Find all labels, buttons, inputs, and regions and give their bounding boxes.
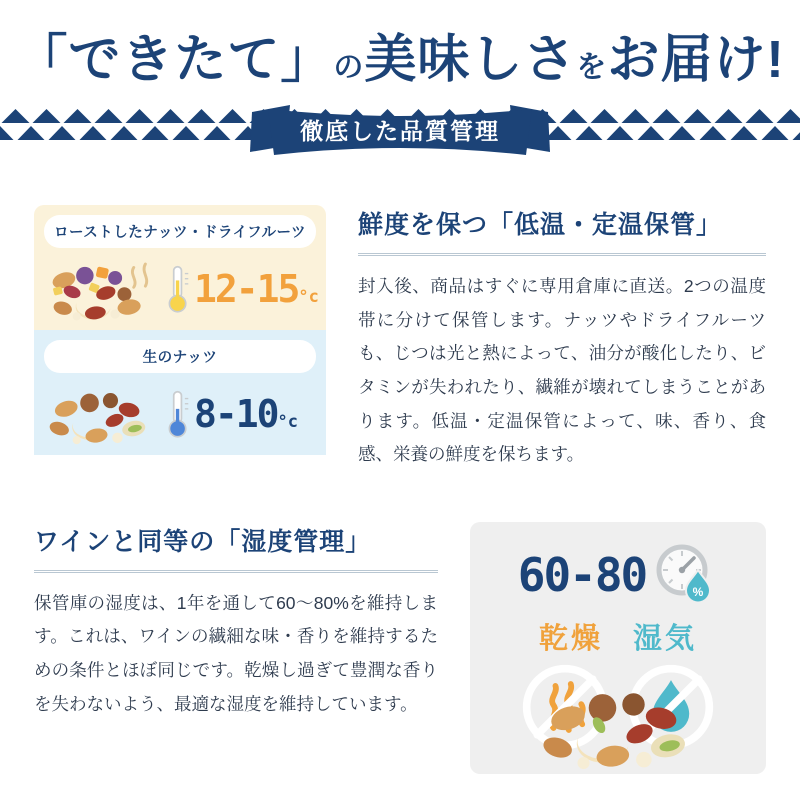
gauge-percent-symbol: % <box>692 584 704 599</box>
storage-text-column <box>358 205 766 472</box>
triangle-band <box>0 107 800 145</box>
title-main-part: 美味しさ <box>364 31 577 89</box>
roasted-temp-value: 12-15 <box>194 267 299 312</box>
ribbon-label: 徹底した品質管理 <box>300 118 500 145</box>
humidity-range-value: 60-80 <box>517 547 647 602</box>
raw-temp-display <box>194 392 298 436</box>
title-bracket-part: 「できたて」 <box>15 31 334 89</box>
quality-ribbon <box>250 100 550 160</box>
thermometer-icon <box>166 386 190 442</box>
card-raw <box>34 330 326 455</box>
card-raw-label: 生のナッツ <box>44 340 316 373</box>
dry-label: 乾燥 <box>538 622 603 655</box>
page-title <box>0 32 800 89</box>
header <box>0 0 800 89</box>
roasted-temp-unit: °c <box>298 287 319 308</box>
storage-body: 封入後、商品はすぐに専用倉庫に直送。2つの温度帯に分けて保管します。ナッツやドライフルーツも、じつは光と熱によって、油分が酸化したり、ビタミンが失われたり、繊維が壊れてしまうことがあります。低温・定温保管によって、味、香り、食感、栄養の鮮度を保ちます。 <box>358 276 766 465</box>
card-roasted <box>34 205 326 330</box>
humidity-card <box>470 522 766 774</box>
raw-temp-unit: °c <box>277 412 298 433</box>
temperature-cards <box>34 205 326 472</box>
storage-heading: 鮮度を保つ「低温・定温保管」 <box>358 205 766 256</box>
humid-label: 湿気 <box>633 622 698 655</box>
raw-temp-value: 8-10 <box>194 392 278 437</box>
roasted-temp-display <box>194 267 319 311</box>
humidity-nuts-illustration <box>523 670 713 774</box>
title-end-part: お届け! <box>607 31 785 89</box>
roasted-nuts-illustration <box>36 250 164 328</box>
title-particle-no: の <box>333 51 365 84</box>
humidity-text-column <box>34 522 438 774</box>
humidity-range-row <box>470 542 766 608</box>
storage-section <box>34 205 766 472</box>
gauge-icon <box>652 542 718 608</box>
title-particle-wo: を <box>576 51 608 84</box>
thermometer-icon <box>166 261 190 317</box>
humidity-heading: ワインと同等の「湿度管理」 <box>34 522 438 573</box>
card-roasted-label: ローストしたナッツ・ドライフルーツ <box>44 215 316 248</box>
humidity-body: 保管庫の湿度は、1年を通して60〜80%を維持します。これは、ワインの繊細な味・香りを維持するための条件とほぼ同じです。乾燥し過ぎて豊潤な香りを失わないよう、最適な湿度を維持しています。 <box>34 592 438 714</box>
humidity-labels-row <box>470 616 766 657</box>
humidity-section <box>34 522 766 774</box>
raw-nuts-illustration <box>36 375 164 453</box>
